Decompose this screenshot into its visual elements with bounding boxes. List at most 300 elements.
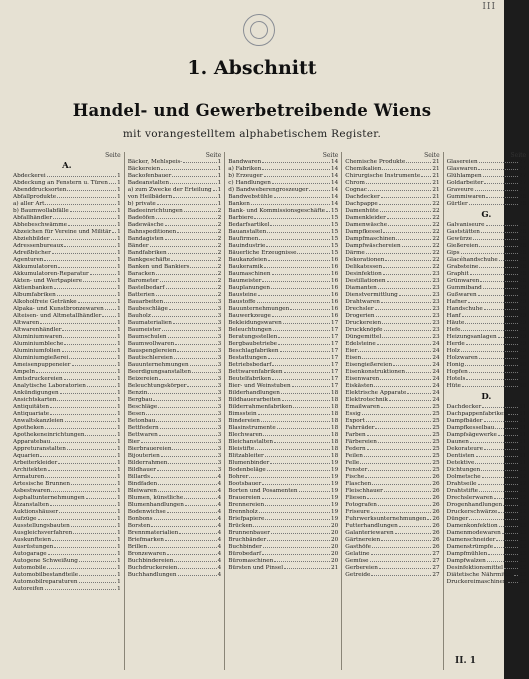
leader-dots	[399, 526, 432, 527]
leader-dots	[185, 505, 217, 506]
register-entry	[13, 257, 121, 264]
entry-page: 29	[518, 327, 527, 333]
entry-page: 1	[117, 502, 121, 508]
register-entry	[13, 313, 121, 320]
register-entry	[447, 453, 526, 460]
entry-page: 27	[518, 187, 527, 193]
entry-page: 3	[217, 425, 222, 431]
leader-dots	[59, 512, 116, 513]
leader-dots	[427, 519, 431, 520]
entry-name: Dampfsägewerke	[446, 432, 497, 438]
register-entry	[447, 236, 526, 243]
register-entry	[447, 355, 526, 362]
entry-page: 4	[217, 572, 222, 578]
register-entry	[13, 376, 121, 383]
entry-name: Bäcker, Mehlspeis-	[127, 159, 183, 165]
entry-page: 31	[518, 446, 527, 452]
entry-name: Billards	[127, 474, 150, 480]
entry-page: 17	[331, 383, 339, 389]
entry-page: 23	[432, 299, 440, 305]
register-entry	[13, 523, 121, 530]
entry-name: Armaturen	[13, 474, 45, 480]
leader-dots	[164, 302, 216, 303]
entry-name: Apothekeneinrichtungen	[13, 432, 85, 438]
entry-name: Briefmarken	[127, 537, 164, 543]
entry-name: Ankündigungen	[13, 390, 59, 396]
leader-dots	[503, 505, 518, 506]
leader-dots	[395, 533, 432, 534]
leader-dots	[368, 190, 431, 191]
leader-dots	[262, 498, 331, 499]
register-entry	[13, 222, 121, 229]
entry-page: 1	[117, 390, 121, 396]
entry-page: 17	[331, 341, 339, 347]
entry-name: Bekleidungswaren	[228, 320, 282, 326]
entry-page: 1	[117, 173, 121, 179]
entry-name: Dachpappe	[345, 201, 378, 207]
entry-name: Bastelbedarf	[127, 285, 165, 291]
leader-dots	[259, 239, 330, 240]
leader-dots	[486, 225, 518, 226]
entry-page: 1	[117, 495, 121, 501]
entry-name: Bautischlereien	[127, 355, 173, 361]
entry-name: Damenwäsche	[345, 222, 388, 228]
leader-dots	[174, 561, 216, 562]
entry-page: 14	[331, 187, 339, 193]
register-entry	[13, 264, 121, 271]
entry-name: Gerbereien	[345, 565, 378, 571]
entry-name: Gemüse	[345, 558, 369, 564]
entry-name: Chemikalien	[345, 166, 382, 172]
leader-dots	[375, 309, 432, 310]
entry-name: Autogene Schweißung	[13, 558, 78, 564]
leader-dots	[79, 561, 116, 562]
entry-page: 20	[331, 558, 339, 564]
entry-page: 17	[331, 334, 339, 340]
leader-dots	[79, 582, 117, 583]
register-entry	[13, 425, 121, 432]
register-entry	[345, 369, 439, 376]
leader-dots	[469, 519, 518, 520]
leader-dots	[71, 484, 116, 485]
leader-dots	[36, 372, 116, 373]
entry-page: 27	[518, 159, 527, 165]
entry-page: 33	[518, 551, 527, 557]
entry-name: Damenhüte	[345, 208, 379, 214]
register-entry	[228, 180, 338, 187]
register-entry	[128, 488, 222, 495]
entry-name: Galanteriewaren	[345, 530, 394, 536]
entry-page: 28	[518, 243, 527, 249]
entry-name: Drahtwaren	[345, 299, 380, 305]
register-columns	[10, 152, 527, 670]
leader-dots	[421, 176, 431, 177]
leader-dots	[73, 533, 116, 534]
entry-name: Aktienbanken	[13, 285, 53, 291]
entry-page: 28	[518, 271, 527, 277]
register-entry	[13, 292, 121, 299]
entry-page: 22	[432, 236, 440, 242]
entry-name: Eisenwaren	[345, 376, 380, 382]
column-header: Seite	[105, 152, 121, 159]
entry-name: Bandagisten	[127, 236, 164, 242]
entry-name: Ansichtskarten	[13, 397, 57, 403]
register-entry	[228, 404, 338, 411]
register-entry	[447, 537, 526, 544]
entry-name: Badeöfen	[127, 215, 155, 221]
entry-name: Brennholz	[228, 509, 258, 515]
entry-page: 1	[117, 229, 121, 235]
leader-dots	[371, 575, 431, 576]
register-entry	[228, 355, 338, 362]
entry-page: 1	[117, 320, 121, 326]
entry-page: 23	[432, 292, 440, 298]
entry-name: Baumwollwaren	[127, 341, 175, 347]
leader-dots	[173, 197, 216, 198]
register-entry	[228, 467, 338, 474]
register-entry	[128, 166, 222, 173]
entry-name: Bindfaden	[127, 481, 158, 487]
entry-name: Ampeln	[13, 369, 35, 375]
entry-page: 1	[117, 516, 121, 522]
entry-name: Aluminiumgießerei	[13, 355, 69, 361]
entry-page: 30	[518, 369, 527, 375]
entry-name: Bankgeschäfte	[127, 257, 171, 263]
register-entry	[228, 453, 338, 460]
entry-name: Amtsdruckereien	[13, 376, 63, 382]
entry-page: 25	[432, 404, 440, 410]
entry-name: Bindereien	[228, 418, 260, 424]
entry-name: Gummiband	[446, 285, 482, 291]
leader-dots	[50, 505, 116, 506]
entry-name: Bauspenglereien	[127, 348, 177, 354]
entry-page: 26	[432, 502, 440, 508]
register-entry	[345, 467, 439, 474]
entry-name: Analytische Laboratorien	[13, 383, 86, 389]
entry-name: Briefpapiere	[228, 516, 265, 522]
leader-dots	[57, 197, 116, 198]
leader-dots	[105, 309, 116, 310]
register-entry	[128, 243, 222, 250]
register-entry	[128, 250, 222, 257]
entry-name: Diamanten	[345, 285, 377, 291]
register-entry	[13, 453, 121, 460]
entry-page: 15	[331, 243, 339, 249]
leader-dots	[167, 554, 217, 555]
entry-page: 1	[117, 327, 121, 333]
register-entry	[447, 369, 526, 376]
entry-page: 2	[217, 236, 222, 242]
register-entry	[447, 383, 526, 390]
entry-name: Brücken	[228, 523, 253, 529]
entry-page: 21	[432, 194, 440, 200]
entry-page: 1	[117, 313, 121, 319]
leader-dots	[172, 449, 216, 450]
entry-name: Damenmodewaren	[446, 530, 501, 536]
entry-name: Banken	[228, 201, 250, 207]
section-letter: A.	[62, 161, 72, 171]
leader-dots	[57, 400, 116, 401]
entry-name: Bergbaubetriebe	[228, 341, 278, 347]
entry-page: 3	[217, 383, 222, 389]
leader-dots	[262, 169, 330, 170]
entry-page: 25	[432, 425, 440, 431]
leader-dots	[52, 540, 116, 541]
entry-page: 3	[217, 362, 222, 368]
leader-dots	[156, 218, 217, 219]
leader-dots	[358, 351, 431, 352]
register-entry	[228, 348, 338, 355]
entry-page: 3	[217, 355, 222, 361]
leader-dots	[156, 421, 216, 422]
leader-dots	[148, 547, 217, 548]
register-entry	[228, 439, 338, 446]
entry-name: Glaswaren	[446, 166, 478, 172]
entry-name: Elektrotechnik	[345, 397, 388, 403]
entry-name: Friseure	[345, 509, 370, 515]
register-entry	[13, 558, 121, 565]
leader-dots	[468, 302, 518, 303]
leader-dots	[158, 407, 216, 408]
leader-dots	[382, 323, 431, 324]
column-header: Seite	[424, 152, 440, 159]
register-entry	[13, 341, 121, 348]
entry-page: 1	[117, 411, 121, 417]
register-entry	[13, 327, 121, 334]
register-entry	[345, 390, 439, 397]
entry-page: 21	[432, 187, 440, 193]
entry-page: 1	[117, 201, 121, 207]
leader-dots	[481, 470, 518, 471]
entry-name: Eiskästen	[345, 383, 374, 389]
entry-name: Buchdruckereien	[127, 565, 178, 571]
leader-dots	[483, 288, 518, 289]
entry-name: Gips	[446, 250, 460, 256]
entry-name: Alteisen- und Altmetallhändler	[13, 313, 102, 319]
leader-dots	[47, 176, 116, 177]
register-entry	[13, 306, 121, 313]
leader-dots	[48, 470, 116, 471]
leader-dots	[38, 519, 117, 520]
entry-name: Abfallprodukte	[13, 194, 57, 200]
leader-dots	[257, 302, 331, 303]
register-entry	[447, 425, 526, 432]
leader-dots	[475, 463, 517, 464]
leader-dots	[183, 162, 216, 163]
register-entry	[228, 502, 338, 509]
register-entry	[13, 544, 121, 551]
entry-page: 18	[331, 404, 339, 410]
leader-dots	[192, 372, 217, 373]
entry-name: Ausstellungsbauten	[13, 523, 70, 529]
entry-page: 32	[518, 509, 527, 515]
entry-page: 29	[518, 285, 527, 291]
entry-page: 16	[331, 306, 339, 312]
leader-dots	[280, 351, 330, 352]
leader-dots	[381, 197, 432, 198]
entry-page: 3	[217, 299, 222, 305]
entry-page: 29	[518, 313, 527, 319]
entry-name: Damenstrümpfe	[446, 544, 494, 550]
leader-dots	[272, 379, 330, 380]
entry-name: Abfallhändler	[13, 215, 53, 221]
leader-dots	[64, 344, 116, 345]
register-entry	[345, 243, 439, 250]
register-entry	[228, 327, 338, 334]
entry-name: Baukanzleien	[228, 257, 268, 263]
leader-dots	[156, 295, 217, 296]
entry-page: 3	[217, 467, 222, 473]
leader-dots	[374, 386, 431, 387]
leader-dots	[478, 169, 518, 170]
entry-name: Drechsler	[345, 306, 374, 312]
register-entry	[128, 376, 222, 383]
entry-name: Handschuhe	[446, 306, 483, 312]
entry-page: 3	[217, 334, 222, 340]
leader-dots	[67, 190, 116, 191]
leader-dots	[112, 232, 116, 233]
leader-dots	[364, 456, 431, 457]
entry-page: 31	[518, 432, 527, 438]
leader-dots	[165, 540, 217, 541]
entry-name: Bauarbeiten	[127, 299, 164, 305]
entry-page: 1	[117, 236, 121, 242]
register-entry	[13, 404, 121, 411]
entry-name: Bilderrahmenfabriken	[228, 404, 293, 410]
leader-dots	[45, 589, 117, 590]
entry-name: Gaststätten	[446, 229, 480, 235]
entry-page: 32	[518, 474, 527, 480]
register-entry	[345, 208, 439, 215]
register-entry	[128, 432, 222, 439]
entry-page: 1	[117, 446, 121, 452]
register-entry	[447, 194, 526, 201]
entry-page: 24	[432, 390, 440, 396]
entry-name: Hotels	[446, 376, 466, 382]
entry-name: Hefe	[446, 327, 461, 333]
leader-dots	[368, 470, 431, 471]
entry-page: 18	[331, 446, 339, 452]
entry-page: 31	[518, 411, 527, 417]
leader-dots	[504, 568, 518, 569]
leader-dots	[470, 442, 518, 443]
register-entry	[13, 530, 121, 537]
register-entry	[13, 215, 121, 222]
entry-page: 1	[117, 306, 121, 312]
register-entry	[228, 271, 338, 278]
leader-dots	[262, 281, 330, 282]
entry-page: 1	[117, 565, 121, 571]
register-entry	[447, 243, 526, 250]
entry-name: Abhebeschwämme	[13, 222, 67, 228]
register-entry	[228, 341, 338, 348]
leader-dots	[406, 162, 431, 163]
leader-dots	[264, 176, 331, 177]
entry-name: Brauereien	[228, 495, 261, 501]
leader-dots	[488, 554, 518, 555]
register-entry	[13, 362, 121, 369]
leader-dots	[378, 442, 431, 443]
entry-name: Beleuchtungskörper	[127, 383, 187, 389]
entry-page: 15	[331, 215, 339, 221]
entry-name: Dachdecker	[446, 404, 482, 410]
entry-name: Druckereien	[345, 320, 382, 326]
leader-dots	[249, 477, 330, 478]
entry-name: Bilderrahmen	[127, 460, 168, 466]
register-entry	[228, 166, 338, 173]
entry-page: 19	[331, 509, 339, 515]
entry-page: 2	[217, 292, 222, 298]
leader-dots	[461, 330, 517, 331]
entry-page: 4	[217, 523, 222, 529]
entry-name: Betriebsbedarf	[228, 362, 272, 368]
register-entry	[13, 481, 121, 488]
leader-dots	[109, 183, 116, 184]
entry-page: 30	[518, 383, 527, 389]
entry-name: Bauanstalten	[228, 229, 267, 235]
register-entry	[345, 558, 439, 565]
entry-name: Beschlagfabriken	[228, 348, 279, 354]
entry-page: 29	[518, 306, 527, 312]
leader-dots	[393, 365, 431, 366]
register-entry	[345, 481, 439, 488]
register-entry	[13, 439, 121, 446]
entry-page: 1	[117, 572, 121, 578]
entry-name: Baubeschläge	[127, 306, 168, 312]
leader-dots	[484, 309, 518, 310]
leader-dots	[85, 435, 116, 436]
entry-name: Drogenhandlungen	[446, 502, 503, 508]
leader-dots	[281, 393, 330, 394]
entry-name: Altwaren	[13, 320, 40, 326]
register-entry	[447, 348, 526, 355]
entry-page: 32	[518, 481, 527, 487]
entry-page: 33	[518, 558, 527, 564]
entry-name: Arbeiterkleider	[13, 460, 58, 466]
entry-page: 1	[117, 453, 121, 459]
register-entry	[128, 264, 222, 271]
entry-name: Gärtnereien	[345, 537, 381, 543]
register-entry	[228, 425, 338, 432]
leader-dots	[86, 498, 116, 499]
entry-page: 21	[331, 565, 339, 571]
entry-name: Drogerien	[345, 313, 375, 319]
column-header: Seite	[322, 152, 339, 159]
leader-dots	[265, 505, 330, 506]
entry-name: Akten- und Wertpapiere	[13, 278, 83, 284]
leader-dots	[153, 400, 216, 401]
entry-name: Altwarenhändler	[13, 327, 62, 333]
entry-page: 16	[331, 292, 339, 298]
leader-dots	[71, 526, 116, 527]
register-entry	[228, 264, 338, 271]
section-letter: G.	[481, 210, 492, 220]
entry-page: 26	[432, 481, 440, 487]
leader-dots	[382, 169, 431, 170]
register-entry	[228, 551, 338, 558]
leader-dots	[69, 358, 116, 359]
entry-name: Essig	[345, 411, 361, 417]
entry-page: 26	[432, 523, 440, 529]
entry-name: Bestattungen	[228, 355, 267, 361]
register-entry	[447, 488, 526, 495]
leader-dots	[484, 421, 518, 422]
register-entry	[345, 495, 439, 502]
register-column	[124, 152, 225, 670]
register-entry	[228, 334, 338, 341]
entry-page: 15	[331, 222, 339, 228]
register-entry	[228, 201, 338, 208]
